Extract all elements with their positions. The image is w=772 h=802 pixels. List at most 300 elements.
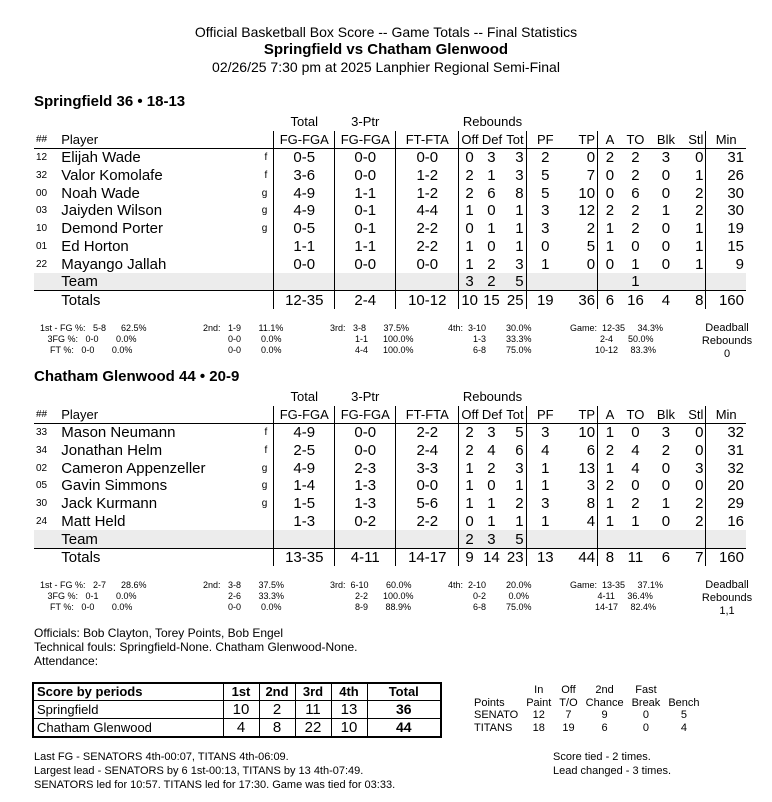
off-reb: 2 — [459, 441, 480, 459]
sbp-total-score: 36 — [367, 700, 441, 718]
minutes: 9 — [706, 255, 746, 273]
blank — [335, 530, 396, 548]
blank — [34, 548, 59, 566]
player-row — [34, 495, 746, 513]
springfield-box-score — [34, 113, 746, 309]
blocks: 0 — [661, 477, 671, 495]
blank — [274, 273, 335, 291]
blank — [59, 388, 221, 406]
fg: 0-5 — [274, 220, 335, 238]
jersey-number: 03 — [36, 205, 48, 217]
blank — [221, 131, 274, 149]
blank — [396, 273, 459, 291]
fg3: 1-3 — [335, 495, 396, 513]
col-min: Min — [706, 406, 746, 424]
col-ft: FT-FTA — [396, 406, 459, 424]
col-blk: Blk — [656, 131, 675, 147]
total-points: 12 — [578, 202, 596, 220]
fg3: 0-2 — [335, 513, 396, 531]
minutes: 160 — [706, 291, 746, 309]
player-row — [34, 202, 746, 220]
blocks: 3 — [649, 424, 683, 442]
turnovers: 2 — [631, 202, 640, 220]
blocks: 2 — [661, 441, 671, 459]
col-def: Def — [481, 406, 503, 422]
col-tot: Tot — [506, 131, 524, 147]
fg: 0-0 — [274, 255, 335, 273]
deadball-value: 0 — [723, 348, 731, 360]
tot-reb: 23 — [503, 548, 526, 566]
total-points: 44 — [564, 548, 598, 566]
player-row — [34, 149, 746, 167]
personal-fouls: 1 — [526, 255, 564, 273]
minutes: 32 — [706, 424, 746, 442]
player-position: g — [261, 223, 268, 235]
blank — [598, 388, 622, 406]
fg: 4-9 — [274, 424, 335, 442]
blocks: 0 — [661, 512, 671, 530]
matchup-title: Springfield vs Chatham Glenwood — [263, 41, 509, 58]
game-date-venue: 02/26/25 7:30 pm at 2025 Lanphier Regional Semi-Final — [212, 59, 560, 75]
def-reb: 15 — [480, 291, 503, 309]
blank — [221, 291, 274, 309]
blank — [221, 406, 274, 424]
blank — [649, 530, 683, 548]
chatham-box-score — [34, 388, 746, 566]
game-notes — [34, 626, 358, 668]
tot-reb: 5 — [503, 273, 526, 291]
assists: 2 — [598, 441, 622, 459]
blank — [622, 388, 649, 406]
fg: 2-5 — [274, 441, 335, 459]
personal-fouls: 5 — [526, 166, 564, 184]
blank — [274, 530, 335, 548]
off-reb: 0 — [459, 513, 480, 531]
jersey-number: 34 — [36, 444, 48, 456]
blank — [34, 273, 59, 291]
personal-fouls: 3 — [526, 220, 564, 238]
def-reb: 1 — [487, 495, 496, 513]
player-row — [34, 184, 746, 202]
misc-value: 19 — [562, 721, 575, 734]
player-name: Jonathan Helm — [61, 441, 163, 459]
personal-fouls: 2 — [526, 149, 564, 167]
tot-reb: 8 — [515, 184, 524, 202]
jersey-number: 01 — [36, 240, 48, 252]
misc-value: 5 — [680, 709, 687, 722]
steals: 7 — [683, 548, 706, 566]
springfield-pct-4th: 4th: 3-10 30.0% 1-3 33.3% 6-8 75.0% — [448, 323, 532, 355]
last-fg: Last FG - SENATORS 4th-00:07, TITANS 4th-06:09. — [34, 751, 289, 763]
fg3: 0-1 — [335, 202, 396, 220]
blank — [59, 113, 221, 131]
steals: 1 — [695, 255, 704, 273]
total-points: 0 — [586, 255, 596, 273]
jersey-number: 24 — [36, 515, 48, 527]
blank — [598, 530, 622, 548]
col-off: Off — [459, 406, 480, 424]
blank — [706, 530, 746, 548]
blank — [706, 113, 746, 131]
turnovers: 6 — [631, 184, 640, 202]
steals: 0 — [695, 441, 704, 459]
personal-fouls: 5 — [526, 184, 564, 202]
sbp-header-3rd: 3rd — [295, 683, 331, 700]
col-tp: TP — [578, 131, 596, 147]
fg3: 0-0 — [335, 166, 396, 184]
player-position: f — [264, 169, 268, 181]
player-name: Mayango Jallah — [61, 255, 167, 273]
misc-head — [470, 684, 522, 697]
sbp-period-score: 8 — [259, 718, 295, 737]
assists: 0 — [598, 255, 622, 273]
totals-row — [34, 548, 746, 566]
turnovers: 0 — [631, 477, 640, 495]
minutes: 32 — [706, 459, 746, 477]
assists: 2 — [598, 149, 622, 167]
totals-label: Totals — [59, 548, 221, 566]
jersey-number: 33 — [34, 424, 59, 442]
blank — [649, 273, 683, 291]
misc-head: 2nd — [595, 684, 614, 697]
personal-fouls: 0 — [526, 238, 564, 256]
tot-reb: 3 — [515, 255, 524, 273]
blocks: 4 — [649, 291, 683, 309]
blocks: 0 — [661, 184, 671, 202]
player-row — [34, 424, 746, 442]
def-reb: 6 — [487, 184, 496, 202]
blocks: 1 — [661, 495, 671, 513]
chatham-title: Chatham Glenwood 44 • 20-9 — [34, 368, 240, 385]
three-pointer-group-header: 3-Ptr — [351, 389, 380, 405]
player-row — [34, 238, 746, 256]
def-reb: 1 — [487, 166, 496, 184]
score-tied: Score tied - 2 times. — [553, 751, 651, 763]
total-group-header: Total — [290, 389, 318, 405]
misc-value: 6 — [601, 721, 608, 734]
turnovers: 16 — [622, 291, 649, 309]
misc-head: Fast — [635, 684, 657, 697]
col-ft: FT-FTA — [396, 131, 459, 149]
led-for: SENATORS led for 10:57. TITANS led for 17:30. Game was tied for 03:33. — [34, 779, 396, 791]
fg: 1-5 — [274, 495, 335, 513]
totals-label: Totals — [59, 291, 221, 309]
player-position: g — [261, 480, 268, 492]
blank — [564, 530, 598, 548]
assists: 1 — [598, 459, 622, 477]
def-reb: 3 — [480, 424, 503, 442]
blank — [564, 388, 598, 406]
personal-fouls: 3 — [526, 424, 564, 442]
fg3: 0-0 — [335, 441, 396, 459]
col-tot: Tot — [506, 406, 524, 422]
col-a: A — [598, 131, 622, 149]
ft: 2-2 — [396, 220, 459, 238]
tot-reb: 2 — [515, 495, 524, 513]
minutes: 31 — [706, 441, 746, 459]
chatham-pct-3rd: 3rd: 6-10 60.0% 2-2 100.0% 8-9 88.9% — [330, 580, 414, 612]
misc-head: In — [534, 684, 544, 697]
def-reb: 1 — [487, 512, 496, 530]
turnovers: 1 — [631, 512, 640, 530]
col-pf: PF — [526, 131, 564, 149]
blank — [221, 273, 274, 291]
off-reb: 1 — [459, 255, 480, 273]
blank — [34, 530, 59, 548]
off-reb: 1 — [459, 495, 480, 513]
fg: 4-9 — [274, 459, 335, 477]
sbp-period-score: 4 — [223, 718, 259, 737]
blank — [564, 113, 598, 131]
off-reb: 1 — [459, 477, 480, 495]
misc-head: Break — [631, 696, 661, 709]
total-points: 10 — [578, 184, 596, 202]
col-fg: FG-FGA — [274, 406, 335, 424]
tot-reb: 1 — [515, 512, 524, 530]
fg3: 0-0 — [335, 424, 396, 442]
col-num: ## — [36, 408, 48, 420]
col-player: Player — [61, 131, 99, 147]
fg3: 2-3 — [335, 459, 396, 477]
minutes: 16 — [706, 513, 746, 531]
blank — [683, 530, 706, 548]
off-reb: 9 — [459, 548, 480, 566]
jersey-number: 02 — [36, 462, 48, 474]
chatham-pct-game: Game: 13-35 37.1% 4-11 36.4% 14-17 82.4% — [570, 580, 664, 612]
tot-reb: 1 — [515, 237, 524, 255]
misc-head: Paint — [526, 696, 552, 709]
fg: 4-9 — [274, 184, 335, 202]
sbp-header-2nd: 2nd — [259, 683, 295, 700]
blank — [221, 548, 274, 566]
blocks: 3 — [649, 149, 683, 167]
col-stl: Stl — [688, 406, 704, 422]
ft: 2-4 — [396, 441, 459, 459]
steals: 0 — [683, 149, 706, 167]
jersey-number: 32 — [36, 169, 48, 181]
total-points: 2 — [586, 220, 596, 238]
springfield-pct-1st: 1st - FG %: 5-8 62.5% 3FG %: 0-0 0.0% FT %: 0-0 0.0% — [40, 323, 147, 355]
def-reb: 1 — [487, 220, 496, 238]
misc-team: TITANS — [474, 721, 513, 734]
sbp-period-score: 10 — [331, 718, 367, 737]
blank — [564, 273, 598, 291]
steals: 2 — [695, 512, 704, 530]
score-by-periods — [32, 682, 442, 738]
player-row — [34, 255, 746, 273]
personal-fouls: 13 — [526, 548, 564, 566]
fg: 1-4 — [274, 477, 335, 495]
col-fg: FG-FGA — [274, 131, 335, 149]
player-row — [34, 477, 746, 495]
sbp-title: Score by periods — [33, 683, 223, 700]
ft: 4-4 — [396, 202, 459, 220]
turnovers: 1 — [631, 255, 640, 273]
minutes: 30 — [706, 202, 746, 220]
off-reb: 1 — [459, 238, 480, 256]
player-row — [34, 220, 746, 238]
turnovers: 2 — [631, 495, 640, 513]
game-summary — [34, 750, 395, 792]
turnovers: 0 — [622, 424, 649, 442]
steals: 2 — [695, 495, 704, 513]
blank — [526, 388, 564, 406]
col-a: A — [598, 406, 622, 424]
def-reb: 3 — [480, 149, 503, 167]
personal-fouls: 1 — [526, 459, 564, 477]
turnovers: 11 — [622, 548, 649, 566]
minutes: 20 — [706, 477, 746, 495]
personal-fouls: 1 — [526, 477, 564, 495]
steals: 3 — [695, 459, 704, 477]
def-reb: 3 — [480, 530, 503, 548]
technical-fouls: Technical fouls: Springfield-None. Chatham Glenwood-None. — [34, 640, 358, 654]
player-name: Jaiyden Wilson — [61, 202, 163, 220]
sbp-header-total: Total — [367, 683, 441, 700]
blocks: 6 — [649, 548, 683, 566]
minutes: 29 — [706, 495, 746, 513]
blank — [34, 388, 59, 406]
col-def: Def — [481, 131, 503, 147]
ft: 14-17 — [396, 548, 459, 566]
total-points: 5 — [586, 237, 596, 255]
total-points: 3 — [586, 477, 596, 495]
steals: 0 — [683, 424, 706, 442]
fg: 1-1 — [274, 238, 335, 256]
player-name: Jack Kurmann — [61, 495, 158, 513]
player-row — [34, 166, 746, 184]
misc-head: T/O — [559, 696, 578, 709]
col-fg3: FG-FGA — [335, 406, 396, 424]
turnovers — [622, 530, 649, 548]
off-reb: 2 — [459, 166, 480, 184]
player-position: g — [261, 498, 268, 510]
blank — [396, 113, 459, 131]
blank — [221, 113, 274, 131]
tot-reb: 5 — [503, 424, 526, 442]
blank — [683, 388, 706, 406]
total-points: 13 — [578, 459, 596, 477]
def-reb: 4 — [487, 441, 496, 459]
rebounds-group-header: Rebounds — [462, 389, 523, 405]
off-reb: 10 — [459, 291, 480, 309]
tot-reb: 1 — [515, 202, 524, 220]
player-name: Noah Wade — [61, 184, 140, 202]
blank — [526, 530, 564, 548]
misc-head: Bench — [668, 696, 700, 709]
misc-value: 7 — [565, 709, 572, 722]
team-row — [34, 530, 746, 548]
steals: 2 — [695, 184, 704, 202]
fg3: 1-1 — [335, 184, 396, 202]
misc-value: 18 — [532, 721, 545, 734]
fg: 12-35 — [274, 291, 335, 309]
total-group-header: Total — [290, 114, 318, 130]
sbp-period-score: 2 — [259, 700, 295, 718]
steals: 0 — [695, 477, 704, 495]
col-to: TO — [626, 406, 645, 422]
tot-reb: 3 — [503, 149, 526, 167]
steals: 2 — [695, 202, 704, 220]
sbp-header-4th: 4th — [331, 683, 367, 700]
tot-reb: 5 — [503, 530, 526, 548]
jersey-number: 30 — [36, 498, 48, 510]
turnovers: 2 — [622, 149, 649, 167]
total-points: 0 — [564, 149, 598, 167]
totals-row — [34, 291, 746, 309]
blank — [396, 388, 459, 406]
lead-changed: Lead changed - 3 times. — [553, 765, 672, 777]
misc-head — [664, 684, 703, 697]
steals: 1 — [695, 220, 704, 238]
turnovers: 4 — [631, 459, 640, 477]
total-points: 36 — [564, 291, 598, 309]
ft: 0-0 — [396, 255, 459, 273]
def-reb: 2 — [480, 273, 503, 291]
fg: 4-9 — [274, 202, 335, 220]
misc-value: 0 — [642, 709, 649, 722]
attendance: Attendance: — [34, 654, 99, 668]
player-name: Cameron Appenzeller — [61, 459, 206, 477]
player-name: Demond Porter — [61, 220, 163, 238]
minutes: 19 — [706, 220, 746, 238]
total-points: 10 — [564, 424, 598, 442]
col-pf: PF — [526, 406, 564, 424]
col-fg3: FG-FGA — [335, 131, 396, 149]
blank — [649, 388, 683, 406]
ft: 5-6 — [396, 495, 459, 513]
player-position: g — [261, 462, 268, 474]
misc-head: Chance — [585, 696, 624, 709]
col-min: Min — [706, 131, 746, 149]
sbp-header-1st: 1st — [223, 683, 259, 700]
blank — [598, 273, 622, 291]
off-reb: 2 — [459, 424, 480, 442]
steals: 1 — [695, 237, 704, 255]
rebounds-label: Rebounds — [701, 592, 753, 604]
rebounds-label: Rebounds — [701, 335, 753, 347]
total-points: 4 — [586, 512, 596, 530]
ft: 0-0 — [396, 149, 459, 167]
chatham-pct-1st: 1st - FG %: 2-7 28.6% 3FG %: 0-1 0.0% FT %: 0-0 0.0% — [40, 580, 147, 612]
fg3: 1-1 — [335, 238, 396, 256]
col-to: TO — [626, 131, 645, 147]
turnovers: 2 — [631, 166, 640, 184]
personal-fouls: 1 — [526, 513, 564, 531]
misc-stats-table — [470, 684, 704, 734]
sbp-period-score: 11 — [295, 700, 331, 718]
player-name: Mason Neumann — [59, 424, 221, 442]
jersey-number: 05 — [36, 480, 48, 492]
ft: 3-3 — [396, 459, 459, 477]
player-row — [34, 513, 746, 531]
jersey-number: 10 — [36, 223, 48, 235]
team-label: Team — [59, 530, 221, 548]
deadball-value: 1,1 — [719, 605, 735, 617]
tot-reb: 1 — [515, 477, 524, 495]
springfield-deadball — [692, 322, 762, 361]
blocks: 0 — [661, 237, 671, 255]
turnovers: 1 — [622, 273, 649, 291]
assists: 1 — [598, 220, 622, 238]
tie-summary — [553, 750, 671, 778]
misc-value: 4 — [680, 721, 687, 734]
fg: 13-35 — [274, 548, 335, 566]
fg3: 2-4 — [335, 291, 396, 309]
chatham-deadball — [692, 579, 762, 618]
fg3: 1-3 — [335, 477, 396, 495]
assists: 2 — [598, 477, 622, 495]
